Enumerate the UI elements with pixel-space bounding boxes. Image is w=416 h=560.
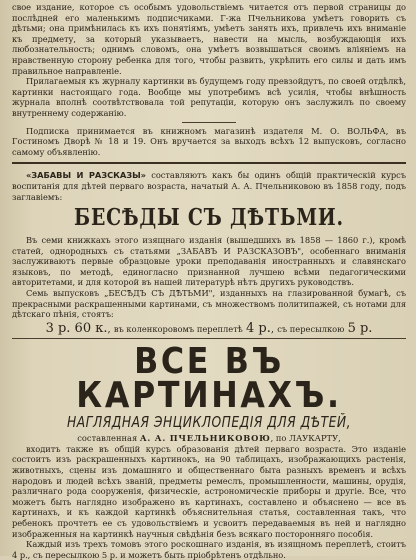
section-divider [182,122,236,123]
zabavy-lead: «ЗАБАВЫ И РАЗСКАЗЫ» [26,170,146,181]
author-prefix: составленная [77,432,138,443]
intro-paragraph-2: Прилагаемыя къ журналу картинки въ будущемъ году превзойдутъ, по своей отдѣлкѣ, картинки настоящаго года. Вообще мы употребимъ всѣ усилія, чтобы внѣшность журнала вполнѣ соотвѣтствовала той репутаціи, которую онъ заслужилъ по своему внутреннему содержанію. [12,76,406,118]
price-amount-1: 3 р. 60 к. [45,320,108,336]
section-rule [12,162,406,164]
subscription-notice: Подписка принимается въ книжномъ магазинѣ издателя М. О. ВОЛЬФА, въ Гостиномъ Дворѣ № 18 и 19. Онъ вручается за выходъ всѣхъ 12 выпусковъ, согласно самому объявленію. [12,125,406,157]
vse-subtitle: НАГЛЯДНАЯ ЭНЦИКЛОПЕДІЯ ДЛЯ ДѢТЕЙ, [66,412,352,431]
vse-author-line [12,432,406,444]
price-amount-2: 4 р. [246,320,271,336]
vse-paragraph-1: входитъ также въ общій курсъ образованія дѣтей перваго возраста. Это изданіе состоитъ изъ раскрашенныхъ картинокъ, на 90 таблицахъ, изображающихъ растенія, животныхъ, сцены изъ домашняго и общественнаго быта разныхъ временъ и всѣхъ народовъ и людей всѣхъ званій, предметы ремеслъ, промышленности, машины, орудія, различнаго рода сооруженія, физическіе, астрономическіе приборы и другіе. Все, что можетъ быть наглядно изображено въ картинахъ, составлено и объяснено — все въ картинахъ, и къ каждой картинкѣ объяснительная статья, составленная такъ, что ребенокъ прочтетъ ее съ удовольствіемъ и усвоитъ передаваемыя въ ней и наглядно изображенныя на картинкѣ научныя свѣдѣнія безъ всякаго посторонняго пособія. [12,443,406,539]
beseda-price-line: 3 р. 60 к., въ коленкоровомъ переплетѣ 4 р., съ пересылкою 5 р. [45,320,373,336]
author-suffix: , по ЛАУКАРТУ, [270,432,341,443]
beseda-title: БЕСѢДЫ СЪ ДѢТЬМИ. [74,204,344,232]
beseda-paragraph-2: Семь выпусковъ „БЕСѢДЪ СЪ ДѢТЬМИ", изданныхъ на глазированной бумагѣ, съ прекрасными раскрашенными картинами, съ множествомъ политипажей, съ нотами для дѣтскаго пѣнія, стоятъ: [12,288,406,320]
intro-paragraph-1: свое издание, которое съ особымъ удовольствіемъ читается отъ первой страницы до послѣдней его маленькимъ подписчиками. Г-жа Пчельникова умѣетъ говорить съ дѣтьми; она примѣнилась къ ихъ понятіямъ, умѣетъ занять ихъ, привлечь ихъ вниманіе къ предмету, за который указываетъ, навести на мысль, возбуждающія ихъ любознательность; однимъ словомъ, она умѣетъ возвышаться своимъ вліяніемъ на нравственную сторону ребенка для того, чтобы развить, укрѣпить его силы и дать имъ правильное направленіе. [12,2,406,76]
zabavy-paragraph [12,170,406,202]
zabavy-text: составляютъ какъ бы одинъ общій практическій курсъ воспитанія для дѣтей перваго возраста, начатый А. А. Пчельниковою въ 1858 году, подъ заглавіемъ: [12,170,407,202]
author-name: А. А. ПЧЕЛЬНИКОВОЮ [139,432,271,443]
vse-title: ВСЕ ВЪ КАРТИНАХЪ. [76,340,342,416]
beseda-paragraph-1: Въ семи книжкахъ этого изящнаго изданія (вышедшихъ въ 1858 — 1860 г.), кромѣ статей, однородныхъ съ статьями „ЗАБАВЪ И РАЗСКАЗОВЪ", особеннаго вниманія заслуживаютъ первые образцовые уроки преподаванія иностранныхъ и славянскаго языковъ, по методѣ, единогласно признанной лучшею всѣми педагогическими авторитетами, и для которой въ нашей литературѣ нѣтъ другихъ руководствъ. [12,235,406,288]
price-postage-label: съ пересылкою [277,323,345,334]
vse-paragraph-2: Каждый изъ трехъ томовъ этого роскошнаго изданія, въ изящномъ переплетѣ, стоитъ 4 р., съ пересылкою 5 р. и можетъ быть пріобрѣтенъ отдѣльно. [12,539,406,560]
price-amount-3: 5 р. [347,320,373,336]
section-rule-2 [12,338,406,339]
price-binding: въ коленкоровомъ переплетѣ [113,323,243,334]
